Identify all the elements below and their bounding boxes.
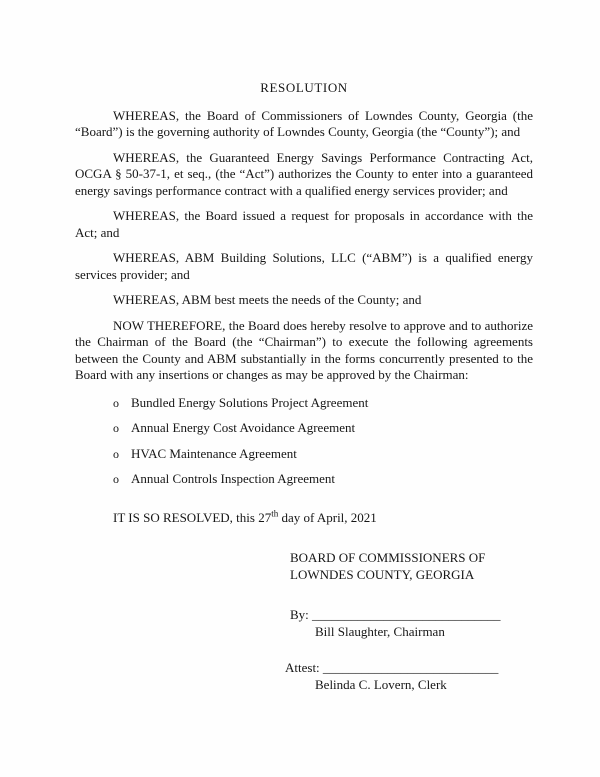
list-item	[75, 471, 533, 488]
ordinal-superscript: th	[271, 508, 279, 519]
list-bullet-icon: o	[113, 446, 119, 461]
paragraph-whereas-needs: WHEREAS, ABM best meets the needs of the County; and	[113, 292, 422, 307]
list-item	[75, 446, 533, 463]
agreement-list	[75, 395, 533, 488]
paragraph-whereas-board: WHEREAS, the Board of Commissioners of Lowndes County, Georgia (the “Board”) is the governing authority of Lowndes County, Georgia (the “County”); and	[75, 107, 533, 139]
list-item-label: Annual Energy Cost Avoidance Agreement	[131, 420, 356, 435]
document-title: RESOLUTION	[260, 80, 348, 95]
attest-label: Attest:	[285, 660, 323, 675]
paragraph-whereas-proposals: WHEREAS, the Board issued a request for proposals in accordance with the Act; and	[75, 208, 533, 240]
list-item	[75, 395, 533, 412]
list-bullet-icon: o	[113, 472, 119, 486]
list-item-label: HVAC Maintenance Agreement	[131, 445, 297, 461]
paragraph-now-therefore: NOW THEREFORE, the Board does hereby resolve to approve and to authorize the Chairman of the Board (the “Chairman”) to execute the following agreements between the County and ABM substantially in the forms concurrently presented to the Board with any insertions or changes as may be approved by the Chairman:	[75, 317, 533, 382]
paragraph-whereas-act: WHEREAS, the Guaranteed Energy Savings Performance Contracting Act, OCGA § 50-37-1, et seq., (the “Act”) authorizes the County to enter into a guaranteed energy savings performance contract with a qualified energy services provider; and	[75, 149, 533, 198]
list-bullet-icon: o	[113, 421, 119, 435]
by-signature-line	[290, 607, 533, 624]
by-blank-line: _____________________________	[312, 607, 501, 622]
signature-block	[285, 550, 533, 693]
paragraph-whereas-abm: WHEREAS, ABM Building Solutions, LLC (“ABM”) is a qualified energy services provider; and	[75, 250, 533, 282]
list-item	[75, 420, 533, 437]
list-bullet-icon: o	[113, 395, 119, 410]
list-item-label: Bundled Energy Solutions Project Agreement	[131, 394, 369, 410]
resolved-text-pre: IT IS SO RESOLVED, this 27	[113, 509, 272, 525]
resolved-text-post: day of April, 2021	[278, 509, 377, 525]
list-item-label: Annual Controls Inspection Agreement	[131, 471, 335, 486]
by-signer-name: Bill Slaughter, Chairman	[315, 623, 445, 639]
by-label: By:	[290, 607, 313, 622]
org-name-line2: LOWNDES COUNTY, GEORGIA	[290, 566, 475, 582]
attest-signer-name: Belinda C. Lovern, Clerk	[315, 676, 447, 692]
attest-blank-line: ___________________________	[322, 660, 499, 675]
resolved-line	[75, 510, 533, 527]
attest-signature-line	[285, 660, 533, 677]
org-name-line1: BOARD OF COMMISSIONERS OF	[290, 550, 486, 565]
